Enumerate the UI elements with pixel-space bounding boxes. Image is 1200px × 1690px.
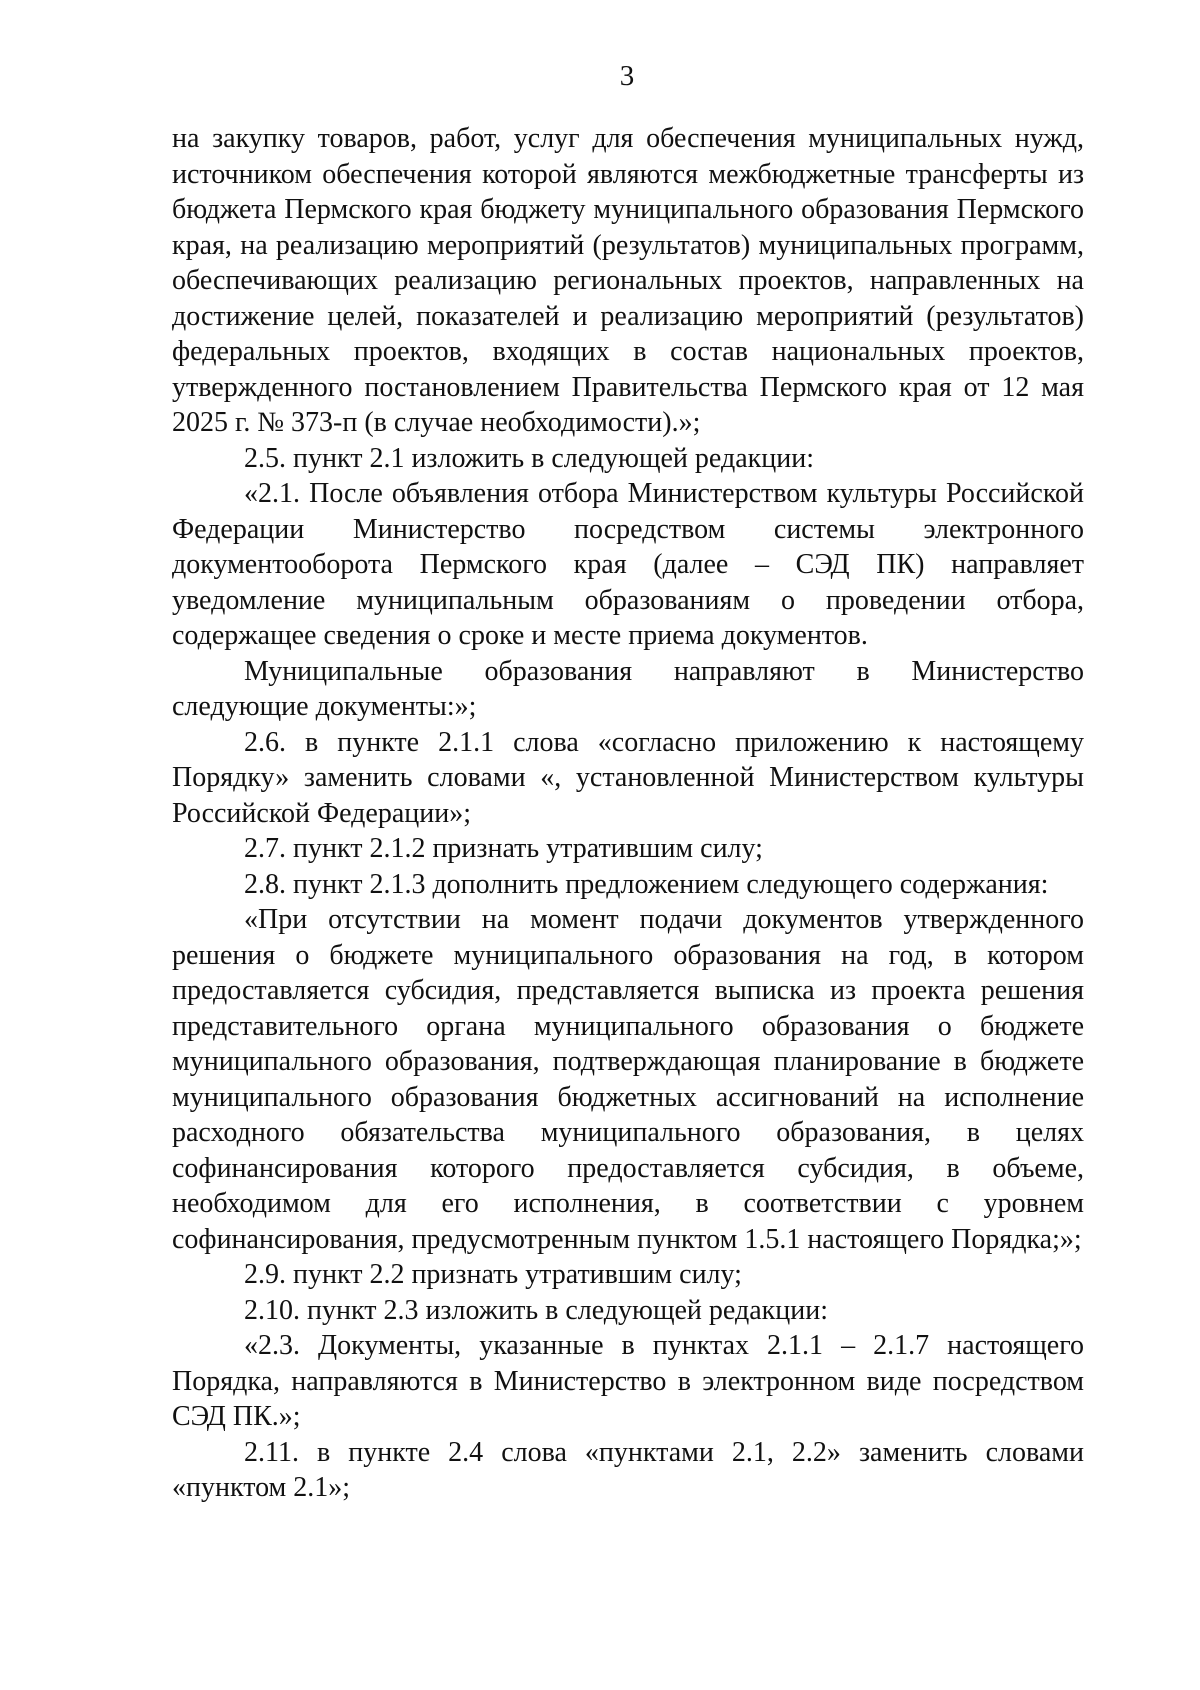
paragraph-6: 2.7. пункт 2.1.2 признать утратившим силу; xyxy=(244,833,763,864)
paragraph-3: «2.1. После объявления отбора Министерством культуры Российской Федерации Министерство посредством системы электронного документооборота Пермского края (далее – СЭД ПК) направляет уведомление муниципальным образованиям о проведении отбора, содержащее сведения о сроке и месте приема документов. xyxy=(172,478,1084,651)
paragraph-9: 2.9. пункт 2.2 признать утратившим силу; xyxy=(244,1259,742,1290)
paragraph-1: на закупку товаров, работ, услуг для обеспечения муниципальных нужд, источником обеспечения которой являются межбюджетные трансферты из бюджета Пермского края бюджету муниципального образования Пермского края, на реализацию мероприятий (результатов) муниципальных программ, обеспечивающих реализацию региональных проектов, направленных на достижение целей, показателей и реализацию мероприятий (результатов) федеральных проектов, входящих в состав национальных проектов, утвержденного постановлением Правительства Пермского края от 12 мая 2025 г. № 373-п (в случае необходимости).»; xyxy=(172,123,1084,438)
paragraph-5: 2.6. в пункте 2.1.1 слова «согласно приложению к настоящему Порядку» заменить словами «, установленной Министерством культуры Российской Федерации»; xyxy=(172,726,1084,829)
paragraph-8: «При отсутствии на момент подачи документов утвержденного решения о бюджете муниципального образования на год, в котором предоставляется субсидия, представляется выписка из проекта решения представительного органа муниципального образования о бюджете муниципального образования, подтверждающая планирование в бюджете муниципального образования бюджетных ассигнований на исполнение расходного обязательства муниципального образования, в целях софинансирования которого предоставляется субсидия, в объеме, необходимом для его исполнения, в соответствии с уровнем софинансирования, предусмотренным пунктом 1.5.1 настоящего Порядка;»; xyxy=(172,904,1084,1255)
paragraph-2: 2.5. пункт 2.1 изложить в следующей редакции: xyxy=(244,442,814,474)
paragraph-12: 2.11. в пункте 2.4 слова «пунктами 2.1, 2.2» заменить словами «пунктом 2.1»; xyxy=(172,1436,1084,1503)
paragraph-7: 2.8. пункт 2.1.3 дополнить предложением следующего содержания: xyxy=(244,868,1049,900)
page-number: 3 xyxy=(619,60,635,92)
document-body xyxy=(172,121,1084,1506)
paragraph-11: «2.3. Документы, указанные в пунктах 2.1.1 – 2.1.7 настоящего Порядка, направляются в Министерство в электронном виде посредством СЭД ПК.»; xyxy=(172,1330,1084,1432)
paragraph-4: Муниципальные образования направляют в Министерство следующие документы:»; xyxy=(172,655,1084,722)
paragraph-10: 2.10. пункт 2.3 изложить в следующей редакции: xyxy=(244,1294,828,1326)
